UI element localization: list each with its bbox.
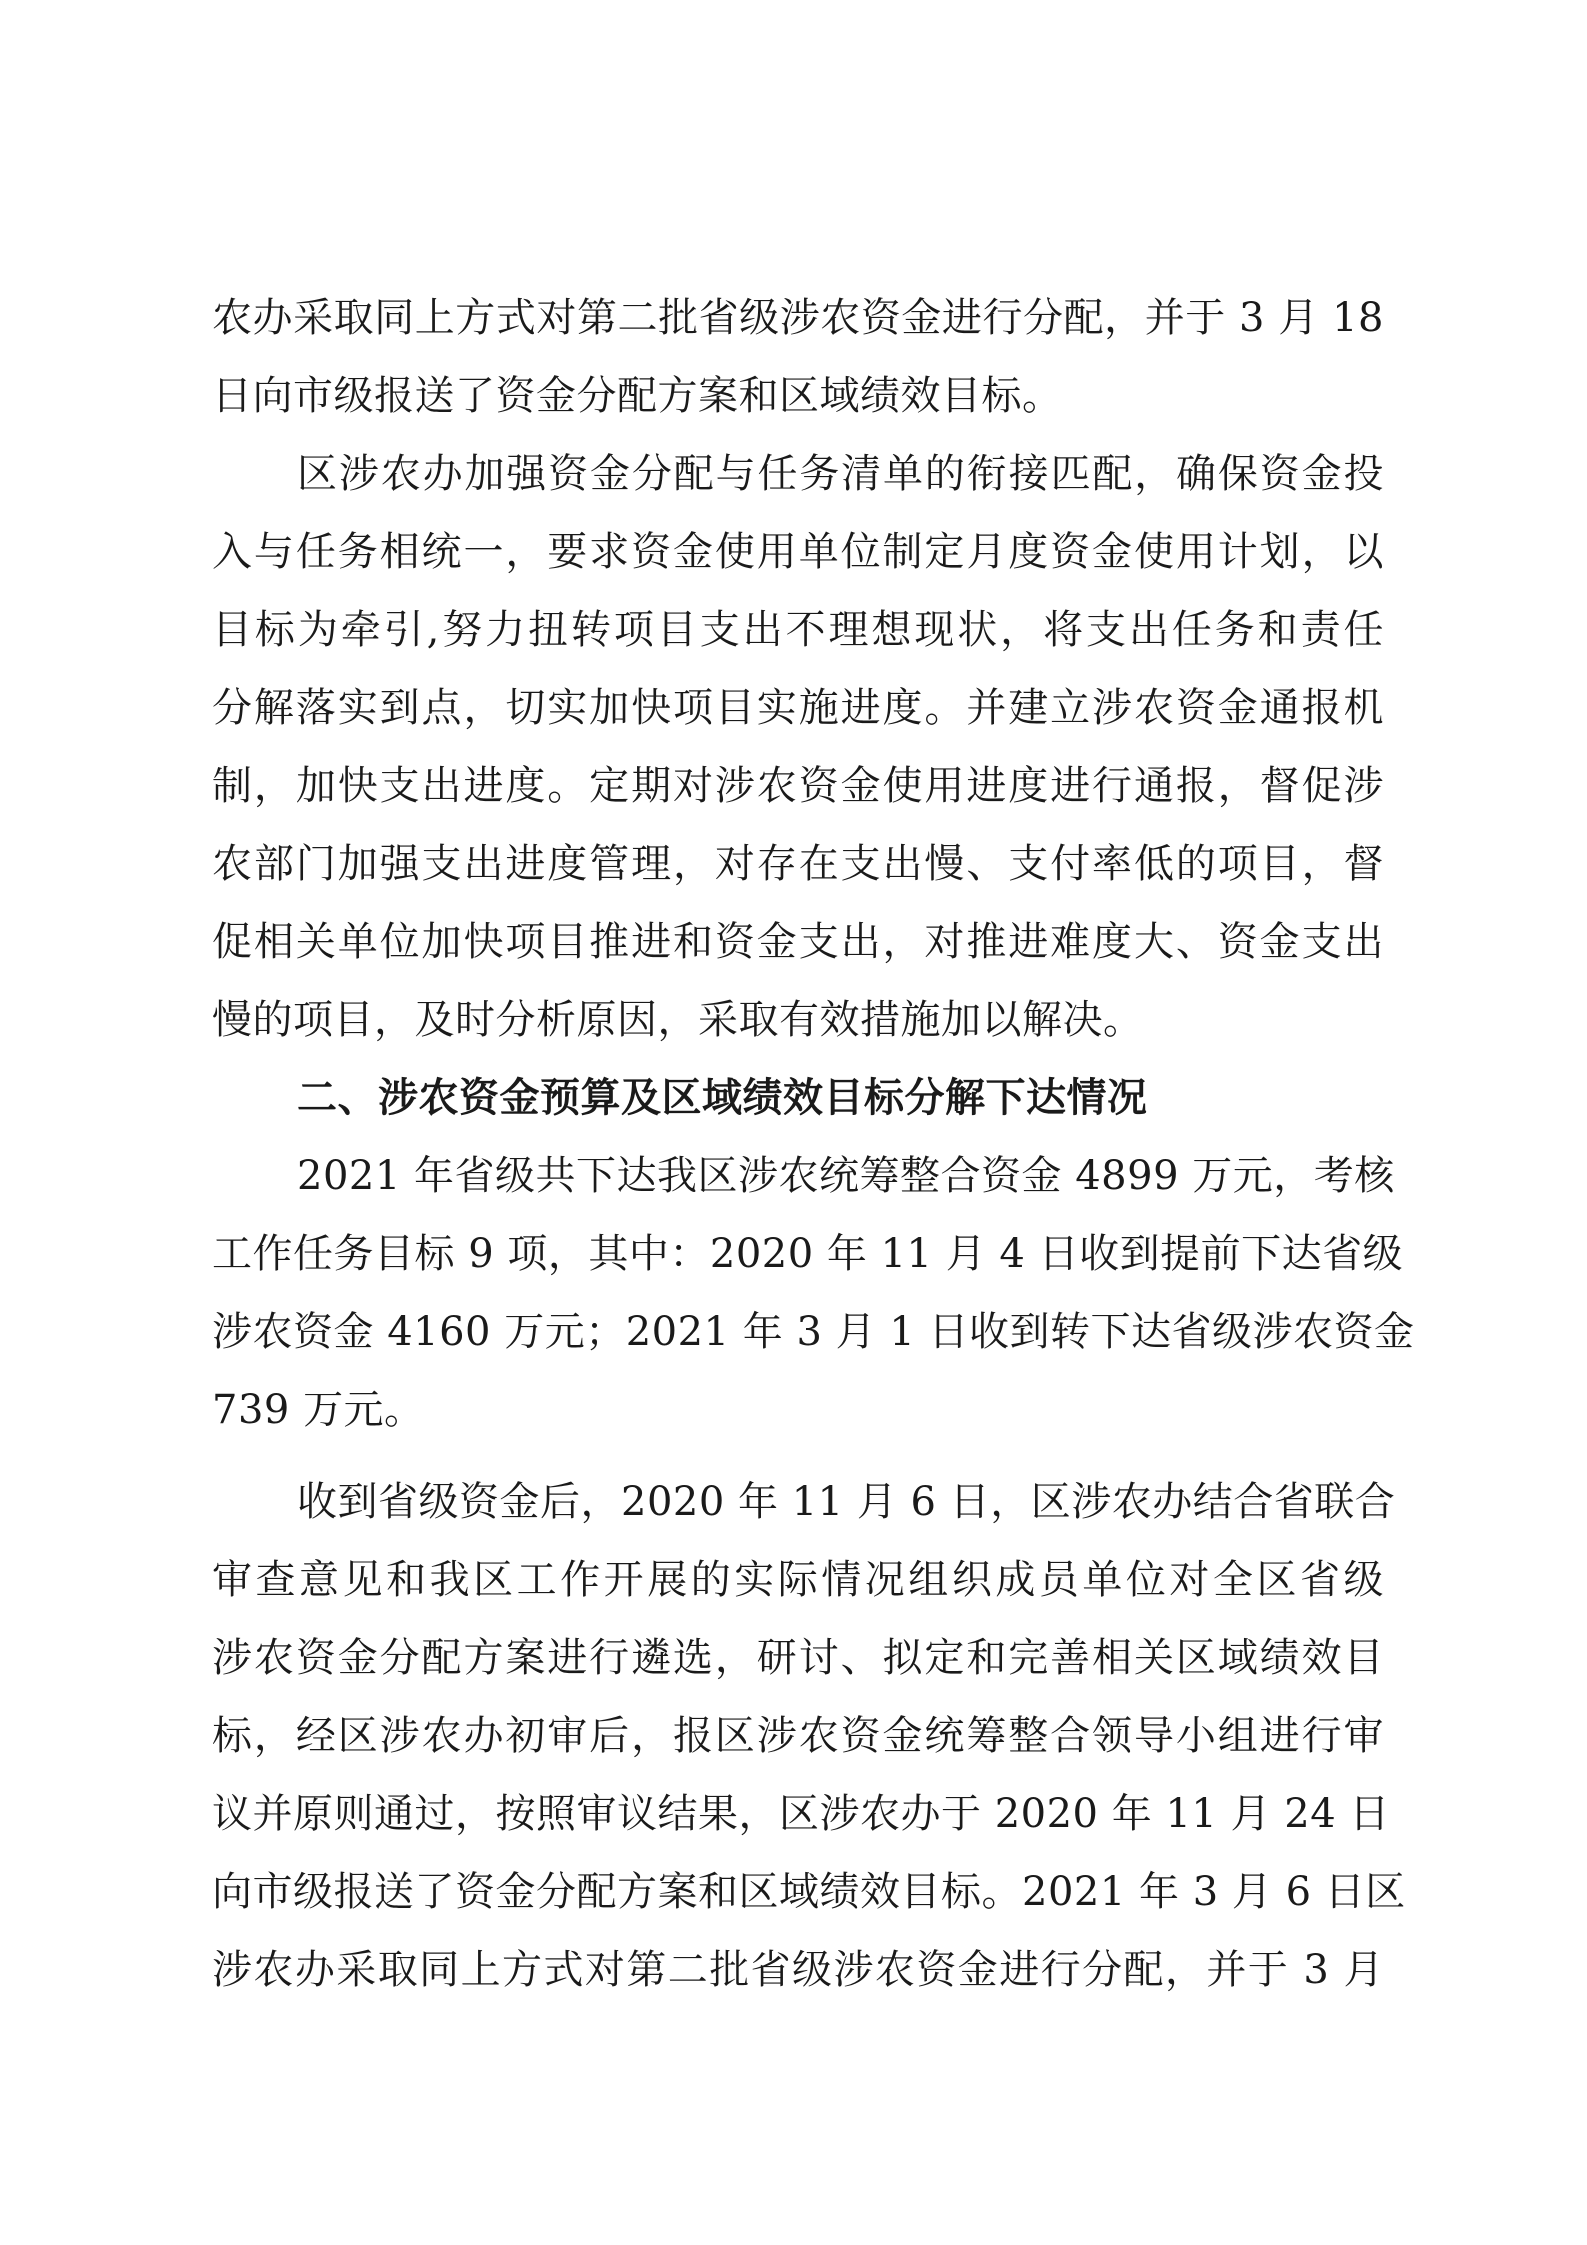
text-line: 涉农资金分配方案进行遴选，研讨、拟定和完善相关区域绩效目 (212, 1635, 1384, 1681)
text-line: 目标为牵引,努力扭转项目支出不理想现状，将支出任务和责任 (212, 607, 1384, 653)
section-heading: 二、涉农资金预算及区域绩效目标分解下达情况 (297, 1075, 1148, 1121)
text-line: 入与任务相统一，要求资金使用单位制定月度资金使用计划，以 (212, 529, 1384, 575)
text-line: 涉农办采取同上方式对第二批省级涉农资金进行分配，并于 3 月 (212, 1947, 1384, 1993)
text-line: 制，加快支出进度。定期对涉农资金使用进度进行通报，督促涉 (212, 763, 1384, 809)
text-line: 涉农资金 4160 万元；2021 年 3 月 1 日收到转下达省级涉农资金 (212, 1309, 1415, 1355)
text-line: 议并原则通过，按照审议结果，区涉农办于 2020 年 11 月 24 日 (212, 1791, 1390, 1837)
text-line: 2021 年省级共下达我区涉农统筹整合资金 4899 万元，考核 (297, 1153, 1395, 1199)
text-line: 区涉农办加强资金分配与任务清单的衔接匹配，确保资金投 (297, 451, 1384, 497)
text-line: 收到省级资金后，2020 年 11 月 6 日，区涉农办结合省联合 (297, 1479, 1396, 1525)
text-line: 工作任务目标 9 项，其中：2020 年 11 月 4 日收到提前下达省级 (212, 1231, 1404, 1277)
text-line: 向市级报送了资金分配方案和区域绩效目标。2021 年 3 月 6 日区 (212, 1869, 1406, 1915)
text-line: 日向市级报送了资金分配方案和区域绩效目标。 (212, 373, 1063, 419)
text-line: 慢的项目，及时分析原因，采取有效措施加以解决。 (212, 997, 1144, 1043)
text-line: 农部门加强支出进度管理，对存在支出慢、支付率低的项目，督 (212, 841, 1384, 887)
text-line: 739 万元。 (212, 1387, 425, 1433)
text-line: 分解落实到点，切实加快项目实施进度。并建立涉农资金通报机 (212, 685, 1384, 731)
text-line: 标，经区涉农办初审后，报区涉农资金统筹整合领导小组进行审 (212, 1713, 1384, 1759)
text-line: 促相关单位加快项目推进和资金支出，对推进难度大、资金支出 (212, 919, 1384, 965)
text-line: 审查意见和我区工作开展的实际情况组织成员单位对全区省级 (212, 1557, 1384, 1603)
text-line: 农办采取同上方式对第二批省级涉农资金进行分配，并于 3 月 18 (212, 295, 1384, 341)
